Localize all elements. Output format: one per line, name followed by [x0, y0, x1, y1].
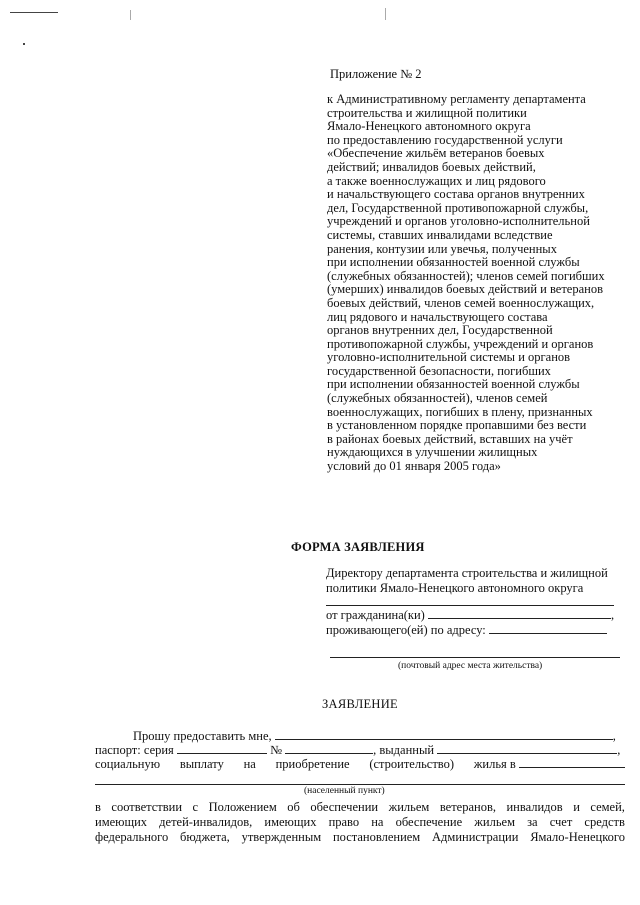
scan-speck [130, 10, 131, 20]
para-word: выплату [179, 757, 224, 771]
appendix-line: по предоставлению государственной услуги [327, 132, 563, 147]
addressee-line: Директору департамента строительства и жилищной [326, 566, 608, 580]
appendix-line: (служебных обязанностей); членов семей погибших [327, 268, 605, 283]
appendix-line: «Обеспечение жильём ветеранов боевых [327, 146, 545, 161]
body-word: утвержденным [241, 830, 322, 844]
body-word: обеспечение [395, 815, 463, 829]
issued-label: , выданный [373, 743, 435, 757]
applicant-name-field[interactable] [275, 729, 613, 740]
body-word: жильем [388, 800, 430, 814]
appendix-line: (служебных обязанностей), членов семей [327, 391, 548, 406]
citizen-name-field[interactable] [428, 608, 611, 619]
body-word: имеющих [95, 815, 148, 829]
body-word: Положением [208, 800, 277, 814]
passport-number-field[interactable] [285, 743, 373, 754]
appendix-line: противопожарной службы, учреждений и органов [327, 336, 594, 351]
body-word: право [328, 815, 360, 829]
statement-title: ЗАЯВЛЕНИЕ [322, 697, 398, 711]
passport-label: паспорт: серия [95, 743, 174, 757]
para-word: социальную [95, 757, 161, 771]
appendix-line: в районах боевых действий, вставших на учёт [327, 431, 573, 446]
address-field[interactable] [489, 623, 607, 634]
body-word: обеспечении [310, 800, 379, 814]
appendix-line: условий до 01 января 2005 года» [327, 459, 501, 474]
appendix-line: государственной безопасности, погибших [327, 363, 551, 378]
appendix-line: дел, Государственной противопожарной службы, [327, 200, 589, 215]
locality-continuation-field[interactable] [95, 784, 625, 785]
scan-speck [385, 8, 386, 20]
appendix-line: и начальствующего состава органов внутренних [327, 187, 585, 202]
body-word: имеющих [264, 815, 317, 829]
body-word: на [371, 815, 384, 829]
appendix-line: а также военнослужащих и лиц рядового [327, 173, 546, 188]
body-word: и [573, 800, 580, 814]
addressee-line: политики Ямало-Ненецкого автономного округа [326, 580, 584, 595]
postal-address-caption: (почтовый адрес места жительства) [398, 661, 543, 671]
body-word: семей, [590, 800, 625, 814]
body-word: средств [584, 815, 625, 829]
body-word: детей-инвалидов, [159, 815, 253, 829]
para-word: на [243, 757, 256, 771]
issued-by-field[interactable] [437, 743, 617, 754]
body-word: бюджета, [180, 830, 230, 844]
body-word: постановлением [332, 830, 421, 844]
body-word: об [287, 800, 300, 814]
appendix-line: Ямало-Ненецкого автономного округа [327, 119, 531, 134]
scan-speck [10, 12, 58, 13]
appendix-line: ранения, контузии или увечья, полученных [327, 241, 557, 256]
body-word: соответствии [111, 800, 183, 814]
appendix-line: к Административному регламенту департамента [327, 92, 586, 106]
from-citizen-label: от гражданина(ки) [326, 608, 425, 622]
appendix-line: в установленном порядке пропавшими без вести [327, 418, 587, 433]
appendix-line: (умерших) инвалидов боевых действий и ветеранов [327, 282, 603, 297]
appendix-line: боевых действий, членов семей военнослужащих, [327, 295, 595, 310]
body-word: за [527, 815, 538, 829]
document-page: Приложение № 2 к Административному регламенту департамента строительства и жилищной политики Ямало-Ненецкого автономного округа по предоставлению государственной услуги «Обеспечение жильём ветеранов боевых действий; инвалидов боевых действий, а также военнослужащих и лиц рядового и начальствующего состава органов внутренних дел, Государственной противопожарной службы, учреждений и органов уголовно-исполнительной системы, ставших инвалидами вследствие ранения, контузии или увечья, полученных при исполнении обязанностей военной службы (служебных обязанностей); членов семей погибших (умерших) инвалидов боевых действий и ветеранов боевых действий, членов семей военнослужащих, лиц рядового и начальствующего состава органов внутренних дел, Государственной противопожарной службы, учреждений и органов уголовно-исполнительной системы и органов государственной безопасности, погибших при исполнении обязанностей военной службы (служебных обязанностей), членов семей военнослужащих, погибших в плену, признанных в установленном порядке пропавшими без вести в районах боевых действий, вставших на учёт нуждающихся в улучшении жилищных условий до 01 января 2005 года» ФОРМА ЗАЯВЛЕНИЯ Директору департамента строительства и жилищной политики Ямало-Ненецкого автономного округа от гражданина(ки) , проживающего(ей) по адресу: (почтовый адрес места жительства) ЗАЯВЛЕНИЕ Прошу предоставить мне, , паспорт: серия № , выданный , социальную выплату на приобретение (строительство) жилья в (населенный пункт) в соответствии с Положением об обеспечении жильем ветеранов, инвалидов и семей, имеющих детей-инвалидов, имеющих право на обеспечение жильем за счет средств федерального бюджета, утвержденным постановлением Администрации Ямало-Ненецкого [0, 0, 640, 905]
postal-address-field[interactable] [330, 657, 620, 658]
appendix-line: военнослужащих, погибших в плену, признанных [327, 404, 593, 419]
para-word: жилья в [473, 757, 516, 771]
body-word: Администрации [432, 830, 519, 844]
body-word: Ямало-Ненецкого [530, 830, 625, 844]
appendix-line: системы, ставших инвалидами вследствие [327, 227, 553, 242]
passport-series-field[interactable] [177, 743, 267, 754]
appendix-line: действий; инвалидов боевых действий, [327, 159, 536, 174]
passport-number-label: № [270, 743, 282, 757]
appendix-number: Приложение № 2 [330, 67, 422, 81]
body-word: ветеранов, [439, 800, 496, 814]
appendix-line: уголовно-исполнительной системы и органов [327, 350, 571, 365]
appendix-line: органов внутренних дел, Государственной [327, 323, 553, 338]
appendix-line: строительства и жилищной политики [327, 105, 527, 120]
body-word: в [95, 800, 101, 814]
body-word: с [192, 800, 199, 814]
appendix-line: при исполнении обязанностей военной службы [327, 255, 580, 270]
address-label: проживающего(ей) по адресу: [326, 622, 486, 637]
blank-line[interactable] [326, 595, 614, 606]
appendix-line: лиц рядового и начальствующего состава [327, 309, 548, 324]
body-word: федерального [95, 830, 169, 844]
addressee-block: Директору департамента строительства и жилищной политики Ямало-Ненецкого автономного округа от гражданина(ки) , проживающего(ей) по адресу: [326, 566, 626, 637]
appendix-line: учреждений и органов уголовно-исполнительной [327, 214, 590, 229]
para-word: (строительство) [369, 757, 455, 771]
appendix-text [327, 93, 627, 474]
locality-caption: (населенный пункт) [304, 786, 385, 796]
appendix-line: при исполнении обязанностей военной службы [327, 377, 580, 392]
body-word: инвалидов [506, 800, 563, 814]
form-title: ФОРМА ЗАЯВЛЕНИЯ [291, 540, 425, 554]
locality-field[interactable] [519, 757, 625, 768]
appendix-line: нуждающихся в улучшении жилищных [327, 445, 538, 460]
request-text: Прошу предоставить мне, [133, 729, 272, 743]
body-word: счет [549, 815, 573, 829]
scan-speck [23, 43, 25, 45]
para-word: приобретение [275, 757, 350, 771]
body-word: жильем [474, 815, 515, 829]
